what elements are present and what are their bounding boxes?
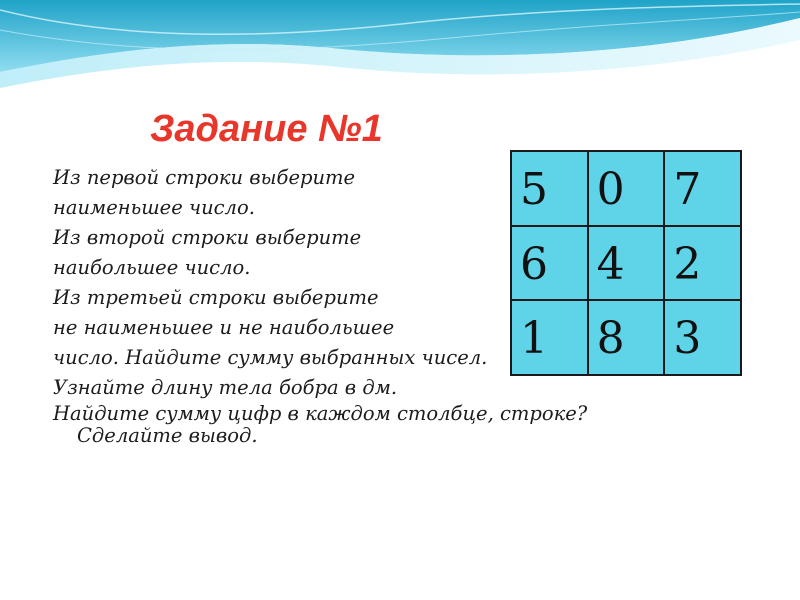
task-line: Сделайте вывод. — [77, 424, 258, 447]
task-line: наибольшее число. — [53, 256, 251, 279]
grid-cell: 7 — [665, 152, 740, 225]
grid-cell: 1 — [512, 301, 587, 374]
number-grid — [510, 150, 742, 376]
task-line: не наименьшее и не наибольшее — [53, 316, 395, 339]
grid-cell: 3 — [665, 301, 740, 374]
task-line: наименьшее число. — [53, 196, 255, 219]
grid-cell: 2 — [665, 227, 740, 300]
task-title: Задание №1 — [150, 108, 383, 150]
task-line: число. Найдите сумму выбранных чисел. — [53, 346, 488, 369]
task-text — [53, 163, 587, 447]
task-line: Из первой строки выберите — [53, 166, 356, 189]
grid-cell: 8 — [589, 301, 664, 374]
task-line: Из второй строки выберите — [53, 226, 362, 249]
grid-cell: 4 — [589, 227, 664, 300]
grid-cell: 5 — [512, 152, 587, 225]
task-line: Из третьей строки выберите — [53, 286, 379, 309]
task-line: Найдите сумму цифр в каждом столбце, строке? — [53, 402, 588, 425]
task-line: Узнайте длину тела бобра в дм. — [53, 376, 398, 399]
grid-cell: 6 — [512, 227, 587, 300]
header-wave-decoration — [0, 0, 800, 120]
grid-cell: 0 — [589, 152, 664, 225]
